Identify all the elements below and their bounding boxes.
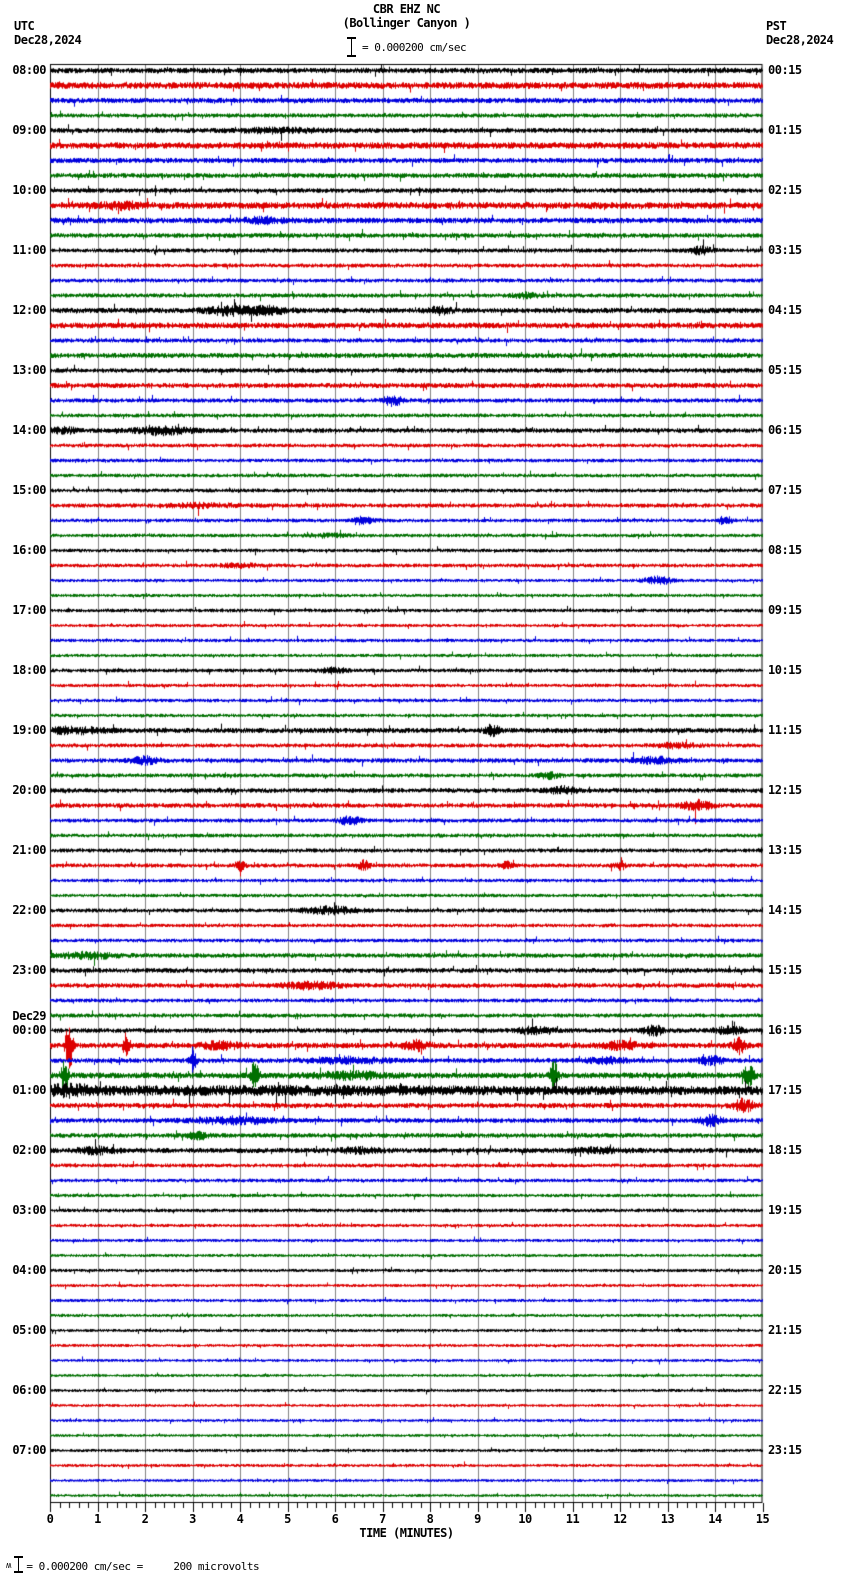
x-axis-tick-label: 11 [565, 1512, 580, 1526]
utc-hour-label: 17:00 [12, 603, 46, 617]
pst-hour-label: 02:15 [768, 183, 802, 197]
timezone-left: UTC [14, 19, 35, 33]
pst-hour-label: 03:15 [768, 243, 802, 257]
footer-prefix-glyph: ʍ [6, 1561, 12, 1571]
utc-hour-label: 21:00 [12, 843, 46, 857]
x-axis-tick-label: 13 [660, 1512, 675, 1526]
footer-scale-note [6, 1556, 259, 1573]
pst-hour-label: 21:15 [768, 1323, 802, 1337]
utc-hour-label: 05:00 [12, 1323, 46, 1337]
x-axis-title: TIME (MINUTES) [359, 1526, 454, 1540]
station-title: CBR EHZ NC [372, 2, 441, 16]
pst-hour-label: 11:15 [768, 723, 802, 737]
utc-hour-label: 15:00 [12, 483, 46, 497]
x-axis-tick-label: 1 [94, 1512, 101, 1526]
pst-hour-label: 14:15 [768, 903, 802, 917]
date-right: Dec28,2024 [766, 33, 834, 47]
pst-hour-label: 01:15 [768, 123, 802, 137]
x-axis-tick-label: 3 [189, 1512, 196, 1526]
header-utc [14, 19, 81, 47]
x-axis-tick-label: 6 [331, 1512, 339, 1526]
x-axis-tick-label: 2 [141, 1512, 149, 1526]
x-axis-tick-label: 4 [236, 1512, 244, 1526]
scale-note: = 0.000200 cm/sec [362, 40, 467, 54]
footer-text: = 0.000200 cm/sec = 200 microvolts [26, 1560, 260, 1573]
utc-hour-label: 07:00 [12, 1443, 46, 1457]
pst-hour-label: 06:15 [768, 423, 802, 437]
utc-hour-label: 14:00 [12, 423, 46, 437]
pst-hour-label: 05:15 [768, 363, 802, 377]
utc-hour-label: 08:00 [12, 63, 46, 77]
station-location: (Bollinger Canyon ) [342, 16, 471, 30]
utc-hour-label: 18:00 [12, 663, 46, 677]
x-axis-tick-label: 5 [284, 1512, 291, 1526]
timezone-right: PST [766, 19, 787, 33]
utc-hour-label: 11:00 [12, 243, 46, 257]
pst-hour-label: 00:15 [768, 63, 802, 77]
amplitude-scale [347, 37, 466, 57]
pst-hour-label: 10:15 [768, 663, 802, 677]
utc-hour-label: 13:00 [12, 363, 46, 377]
pst-hour-label: 13:15 [768, 843, 802, 857]
x-axis-tick-label: 9 [474, 1512, 481, 1526]
date-rollover-label: Dec29 [12, 1009, 46, 1023]
x-axis-tick-label: 7 [379, 1512, 386, 1526]
utc-hour-label: 00:00 [12, 1023, 46, 1037]
pst-hour-label: 16:15 [768, 1023, 802, 1037]
utc-hour-label: 09:00 [12, 123, 46, 137]
utc-hour-label: 03:00 [12, 1203, 46, 1217]
pst-hour-label: 17:15 [768, 1083, 802, 1097]
utc-hour-label: 20:00 [12, 783, 46, 797]
utc-hour-label: 23:00 [12, 963, 46, 977]
x-axis-tick-label: 15 [755, 1512, 770, 1526]
date-left: Dec28,2024 [14, 33, 82, 47]
utc-hour-label: 04:00 [12, 1263, 46, 1277]
pst-hour-label: 12:15 [768, 783, 802, 797]
pst-hour-label: 08:15 [768, 543, 802, 557]
utc-hour-label: 19:00 [12, 723, 46, 737]
x-axis-tick-label: 14 [708, 1512, 722, 1526]
utc-hour-label: 16:00 [12, 543, 46, 557]
pst-hour-label: 07:15 [768, 483, 802, 497]
utc-hour-label: 02:00 [12, 1143, 46, 1157]
scale-bar-icon [347, 37, 356, 57]
pst-hour-label: 19:15 [768, 1203, 802, 1217]
pst-hour-label: 15:15 [768, 963, 802, 977]
pst-hour-label: 04:15 [768, 303, 802, 317]
utc-hour-label: 22:00 [12, 903, 46, 917]
pst-hour-label: 09:15 [768, 603, 802, 617]
utc-hour-label: 12:00 [12, 303, 46, 317]
utc-hour-label: 06:00 [12, 1383, 46, 1397]
header-pst [766, 19, 833, 47]
pst-hour-label: 18:15 [768, 1143, 802, 1157]
utc-hour-label: 10:00 [12, 183, 46, 197]
pst-hour-label: 22:15 [768, 1383, 802, 1397]
x-axis-tick-label: 12 [613, 1512, 627, 1526]
pst-hour-label: 23:15 [768, 1443, 802, 1457]
x-axis-tick-label: 0 [46, 1512, 54, 1526]
x-axis-tick-label: 8 [426, 1512, 434, 1526]
footer-scale-bar-icon [14, 1556, 23, 1573]
pst-hour-label: 20:15 [768, 1263, 802, 1277]
x-axis-tick-label: 10 [518, 1512, 532, 1526]
utc-hour-label: 01:00 [12, 1083, 46, 1097]
